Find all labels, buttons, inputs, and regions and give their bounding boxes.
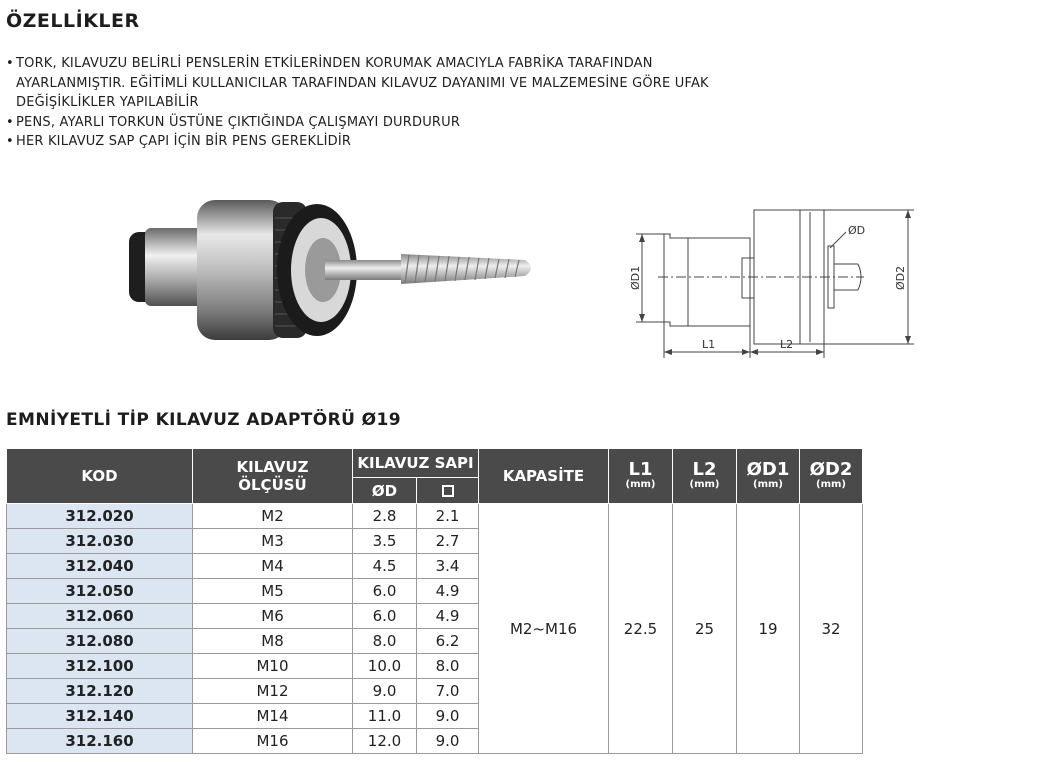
header-l2-label: L2 bbox=[692, 459, 717, 480]
cell-kod: 312.020 bbox=[7, 504, 193, 529]
cell-kare: 3.4 bbox=[417, 554, 479, 579]
header-od1-label: ØD1 bbox=[746, 459, 790, 480]
spec-table bbox=[6, 448, 863, 754]
cell-kod: 312.040 bbox=[7, 554, 193, 579]
cell-od: 11.0 bbox=[353, 704, 417, 729]
cell-od: 9.0 bbox=[353, 679, 417, 704]
cell-kare: 4.9 bbox=[417, 604, 479, 629]
header-od2 bbox=[800, 449, 863, 504]
cell-kare: 7.0 bbox=[417, 679, 479, 704]
header-kapasite: KAPASİTE bbox=[479, 449, 609, 504]
header-od2-label: ØD2 bbox=[809, 459, 853, 480]
cell-l1: 22.5 bbox=[609, 504, 673, 754]
header-l2 bbox=[673, 449, 737, 504]
cell-od: 6.0 bbox=[353, 579, 417, 604]
cell-olcu: M10 bbox=[193, 654, 353, 679]
table-row bbox=[7, 504, 863, 529]
label-d1: ØD1 bbox=[629, 265, 642, 290]
cell-kare: 4.9 bbox=[417, 579, 479, 604]
cell-kod: 312.050 bbox=[7, 579, 193, 604]
label-l1: L1 bbox=[702, 338, 716, 351]
feature-list bbox=[6, 54, 751, 152]
cell-olcu: M8 bbox=[193, 629, 353, 654]
header-od1 bbox=[737, 449, 800, 504]
cell-od: 3.5 bbox=[353, 529, 417, 554]
header-unit: (mm) bbox=[689, 479, 720, 490]
cell-kapasite: M2~M16 bbox=[479, 504, 609, 754]
cell-kare: 8.0 bbox=[417, 654, 479, 679]
cell-od1: 19 bbox=[737, 504, 800, 754]
header-l1 bbox=[609, 449, 673, 504]
cell-kod: 312.030 bbox=[7, 529, 193, 554]
cell-olcu: M14 bbox=[193, 704, 353, 729]
header-kilavuz-olcusu bbox=[193, 449, 353, 504]
feature-item: • TORK, KILAVUZU BELİRLİ PENSLERİN ETKİLERİNDEN KORUMAK AMACIYLA FABRİKA TARAFINDAN AYARLANMIŞTIR. EĞİTİMLİ KULLANICILAR TARAFINDAN KILAVUZ DAYANIMI VE MALZEMESİNE GÖRE UFAK DEĞİŞİKLİKLER YAPILABİLİR bbox=[6, 54, 751, 113]
cell-kare: 6.2 bbox=[417, 629, 479, 654]
header-kilavuz-sapi: KILAVUZ SAPI bbox=[353, 449, 479, 478]
cell-l2: 25 bbox=[673, 504, 737, 754]
cell-kod: 312.080 bbox=[7, 629, 193, 654]
product-subtitle: EMNİYETLİ TİP KILAVUZ ADAPTÖRÜ Ø19 bbox=[6, 410, 401, 430]
product-photo bbox=[125, 188, 545, 358]
header-kilavuz-olcusu-line1: KILAVUZ bbox=[236, 458, 309, 476]
feature-item: • PENS, AYARLI TORKUN ÜSTÜNE ÇIKTIĞINDA ÇALIŞMAYI DURDURUR bbox=[6, 113, 751, 133]
square-icon bbox=[442, 485, 454, 497]
cell-od: 12.0 bbox=[353, 729, 417, 754]
cell-od: 10.0 bbox=[353, 654, 417, 679]
tap-thread bbox=[401, 254, 531, 284]
cell-olcu: M3 bbox=[193, 529, 353, 554]
tap-shank bbox=[325, 260, 405, 280]
cell-olcu: M6 bbox=[193, 604, 353, 629]
cell-olcu: M2 bbox=[193, 504, 353, 529]
cell-olcu: M16 bbox=[193, 729, 353, 754]
label-d: ØD bbox=[848, 224, 866, 237]
feature-item: • HER KILAVUZ SAP ÇAPI İÇİN BİR PENS GEREKLİDİR bbox=[6, 132, 751, 152]
cell-od: 4.5 bbox=[353, 554, 417, 579]
cell-kare: 2.1 bbox=[417, 504, 479, 529]
header-unit: (mm) bbox=[816, 479, 846, 490]
header-l1-label: L1 bbox=[628, 459, 653, 480]
cell-kare: 9.0 bbox=[417, 729, 479, 754]
label-d2: ØD2 bbox=[894, 265, 907, 290]
cell-kod: 312.060 bbox=[7, 604, 193, 629]
cell-olcu: M5 bbox=[193, 579, 353, 604]
cell-kare: 2.7 bbox=[417, 529, 479, 554]
header-kilavuz-olcusu-line2: ÖLÇÜSÜ bbox=[238, 476, 307, 494]
cell-od: 6.0 bbox=[353, 604, 417, 629]
cell-kare: 9.0 bbox=[417, 704, 479, 729]
header-sap-od: ØD bbox=[353, 478, 417, 504]
page-title: ÖZELLİKLER bbox=[6, 10, 140, 32]
header-sap-square bbox=[417, 478, 479, 504]
cell-olcu: M4 bbox=[193, 554, 353, 579]
cell-od: 2.8 bbox=[353, 504, 417, 529]
cell-olcu: M12 bbox=[193, 679, 353, 704]
label-l2: L2 bbox=[780, 338, 794, 351]
cell-od: 8.0 bbox=[353, 629, 417, 654]
cell-kod: 312.160 bbox=[7, 729, 193, 754]
drawing-shank bbox=[664, 234, 750, 326]
cell-kod: 312.120 bbox=[7, 679, 193, 704]
technical-drawing bbox=[612, 198, 930, 368]
cell-kod: 312.140 bbox=[7, 704, 193, 729]
header-unit: (mm) bbox=[625, 479, 656, 490]
cell-od2: 32 bbox=[800, 504, 863, 754]
header-unit: (mm) bbox=[753, 479, 783, 490]
header-kod: KOD bbox=[7, 449, 193, 504]
cell-kod: 312.100 bbox=[7, 654, 193, 679]
